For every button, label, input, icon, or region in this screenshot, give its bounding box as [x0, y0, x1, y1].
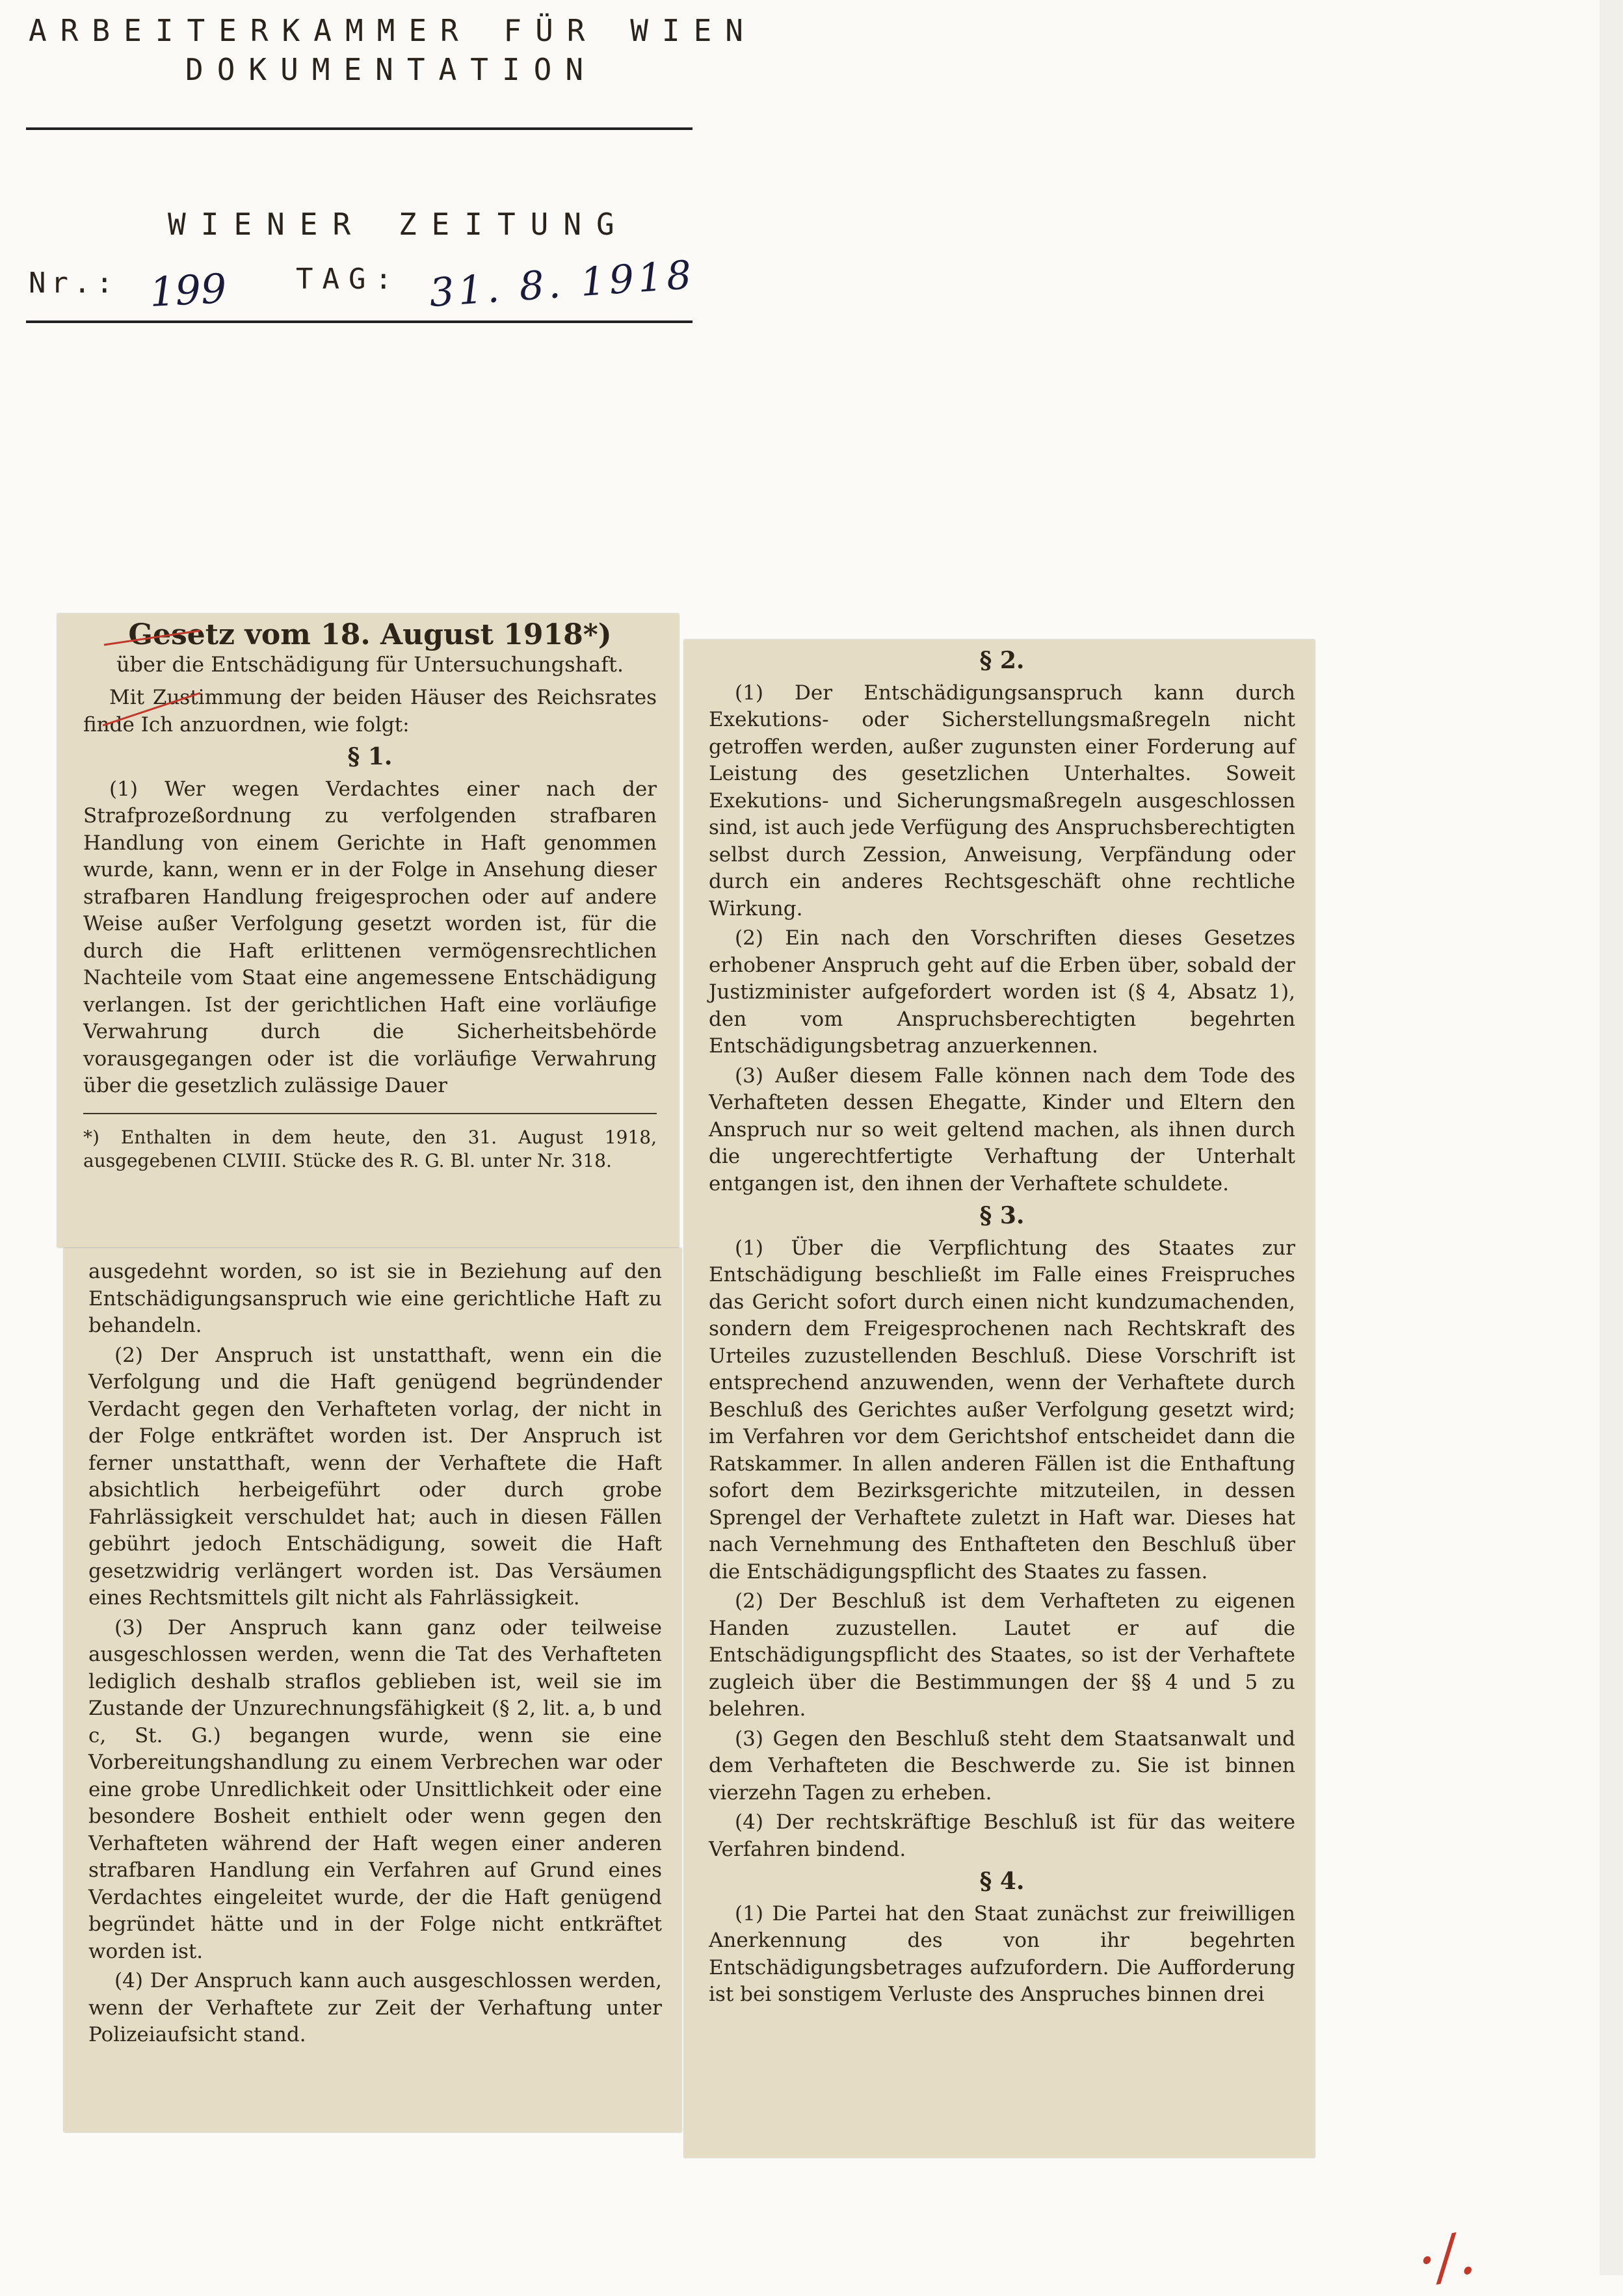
law-subtitle: über die Entschädigung für Untersuchungshaft.	[116, 651, 624, 677]
paragraph-2-1: (1) Der Entschädigungsanspruch kann durch Exekutions- oder Sicherstellungsmaßregeln nicht getroffen werden, außer zugunsten einer Forderung auf Leistung des gesetzlichen Unterhaltes. Soweit Exekutions- und Sicherungsmaßregeln ausgeschlossen sind, ist auch jede Verfügung des Anspruchsberechtigten selbst durch Zession, Anweisung, Verpfändung oder durch ein anderes Rechtsgeschäft ohne rechtliche Wirkung.	[709, 681, 1295, 920]
issue-number-label: Nr.:	[29, 267, 118, 300]
header-rule-bottom	[26, 320, 693, 323]
paragraph-3-4: (4) Der rechtskräftige Beschluß ist für das weitere Verfahren bindend.	[709, 1810, 1295, 1861]
newspaper-name: WIENER ZEITUNG	[168, 207, 629, 242]
date-label: TAG:	[296, 263, 401, 296]
paragraph-4-1: (1) Die Partei hat den Staat zunächst zur freiwilligen Anerkennung des von ihr begehrten Entschädigungsbetrages aufzufordern. Die Aufforderung ist bei sonstigem Verluste des Anspruches binnen drei	[709, 1901, 1295, 2006]
issue-number-value: 199	[148, 264, 228, 317]
section-heading-1: § 1.	[347, 743, 393, 770]
enactment-formula: Mit Zustimmung der beiden Häuser des Reichsrates finde Ich anzuordnen, wie folgt:	[83, 686, 657, 737]
section-heading-3: § 3.	[979, 1202, 1025, 1229]
paragraph-3-3: (3) Gegen den Beschluß steht dem Staatsanwalt und dem Verhafteten die Beschwerde zu. Sie ist binnen vierzehn Tagen zu erheben.	[709, 1727, 1295, 1805]
date-value: 31. 8. 1918	[428, 252, 697, 317]
paragraph-1-3: (3) Der Anspruch kann ganz oder teilweise ausgeschlossen werden, wenn die Tat des Verhafteten lediglich deshalb straflos geblieben ist, weil sie im Zustande der Unzurechnungsfähigkeit (§ 2, lit. a, b und c, St. G.) begangen wurde, wenn sie eine Vorbereitungshandlung zu einem Verbrechen war oder eine grobe Unredlichkeit oder Unsittlichkeit oder eine besondere Bosheit enthielt oder wenn gegen den Verhafteten während der Haft wegen einer anderen strafbaren Handlung ein Verfahren auf Grund eines Verdachtes eingeleitet wurde, der die Haft genügend begründet hätte und in der Folge nicht entkräftet worden ist.	[88, 1615, 662, 1963]
scan-edge	[1600, 0, 1623, 2275]
header-rule-top	[26, 127, 693, 130]
paragraph-2-2: (2) Ein nach den Vorschriften dieses Gesetzes erhobener Anspruch geht auf die Erben über, sobald der Justizminister aufgefordert worden ist (§ 4, Absatz 1), den vom Anspruchsberechtigten begehrten Entschädigungsbetrag anzuerkennen.	[709, 926, 1295, 1058]
paragraph-1-1-continued: ausgedehnt worden, so ist sie in Beziehung auf den Entschädigungsanspruch wie eine gerichtliche Haft zu behandeln.	[88, 1260, 662, 1337]
clipping-section-1-continued	[64, 1248, 681, 2132]
paragraph-1-4: (4) Der Anspruch kann auch ausgeschlossen werden, wenn der Verhaftete zur Zeit der Verhaftung unter Polizeiaufsicht stand.	[88, 1969, 662, 2046]
paragraph-1-2: (2) Der Anspruch ist unstatthaft, wenn ein die Verfolgung und die Haft genügend begründender Verdacht gegen den Verhafteten vorlag, der nicht in der Folge entkräftet worden ist. Der Anspruch ist ferner unstatthaft, wenn der Verhaftete die Haft absichtlich herbeigeführt oder durch grobe Fahrlässigkeit verschuldet hat; auch in diesen Fällen gebührt jedoch Entschädigung, soweit die Haft gesetzwidrig verlängert worden ist. Das Versäumen eines Rechtsmittels gilt nicht als Fahrlässigkeit.	[88, 1343, 662, 1610]
archive-name: ARBEITERKAMMER FÜR WIEN	[29, 13, 757, 48]
paragraph-3-2: (2) Der Beschluß ist dem Verhafteten zu eigenen Handen zuzustellen. Lautet er auf die Entschädigungspflicht des Staates, so ist der Verhaftete zugleich über die Bestimmungen der §§ 4 und 5 zu belehren.	[709, 1589, 1295, 1721]
archive-department: DOKUMENTATION	[185, 52, 598, 87]
page-continuation-mark: ·/.	[1412, 2219, 1480, 2296]
section-heading-4: § 4.	[979, 1868, 1025, 1895]
law-title: Gesetz vom 18. August 1918*)	[128, 618, 612, 651]
section-heading-2: § 2.	[979, 647, 1025, 674]
paragraph-3-1: (1) Über die Verpflichtung des Staates zur Entschädigung beschließt im Falle eines Freispruches das Gericht sofort durch einen nicht kundzumachenden, sondern dem Freigesprochenen nach Rechtskraft des Urteiles zuzustellenden Beschluß. Diese Vorschrift ist entsprechend anzuwenden, wenn der Verhaftete durch Beschluß des Gerichtes außer Verfolgung gesetzt wird; im Verfahren vor dem Gerichtshof entscheidet dann die Ratskammer. In allen anderen Fällen ist die Enthaftung sofort dem Bezirksgerichte mitzuteilen, in dessen Sprengel der Verhaftete zuletzt in Haft war. Dieses hat nach Vernehmung des Enthafteten den Beschluß über die Entschädigungspflicht des Staates zu fassen.	[709, 1236, 1295, 1584]
red-strike-marks	[103, 629, 259, 727]
paragraph-1-1: (1) Wer wegen Verdachtes einer nach der Strafprozeßordnung zu verfolgenden strafbaren Handlung von einem Gerichte in Haft genommen wurde, kann, wenn er in der Folge in Ansehung dieser strafbaren Handlung freigesprochen oder auf andere Weise außer Verfolgung gesetzt worden ist, für die durch die Haft erlittenen vermögensrechtlichen Nachteile vom Staat eine angemessene Entschädigung verlangen. Ist der gerichtlichen Haft eine vorläufige Verwahrung durch die Sicherheitsbehörde vorausgegangen oder ist die vorläufige Verwahrung über die gesetzlich zulässige Dauer	[83, 777, 657, 1097]
clipping-sections-2-4	[684, 640, 1315, 2158]
footnote: *) Enthalten in dem heute, den 31. August 1918, ausgegebenen CLVIII. Stücke des R. G. Bl. unter Nr. 318.	[83, 1113, 657, 1173]
paragraph-2-3: (3) Außer diesem Falle können nach dem Tode des Verhafteten dessen Ehegatte, Kinder und Eltern den Anspruch nur so weit geltend machen, als ihnen durch die ungerechtfertigte Verhaftung der Unterhalt entgangen ist, den ihnen der Verhaftete schuldete.	[709, 1063, 1295, 1195]
